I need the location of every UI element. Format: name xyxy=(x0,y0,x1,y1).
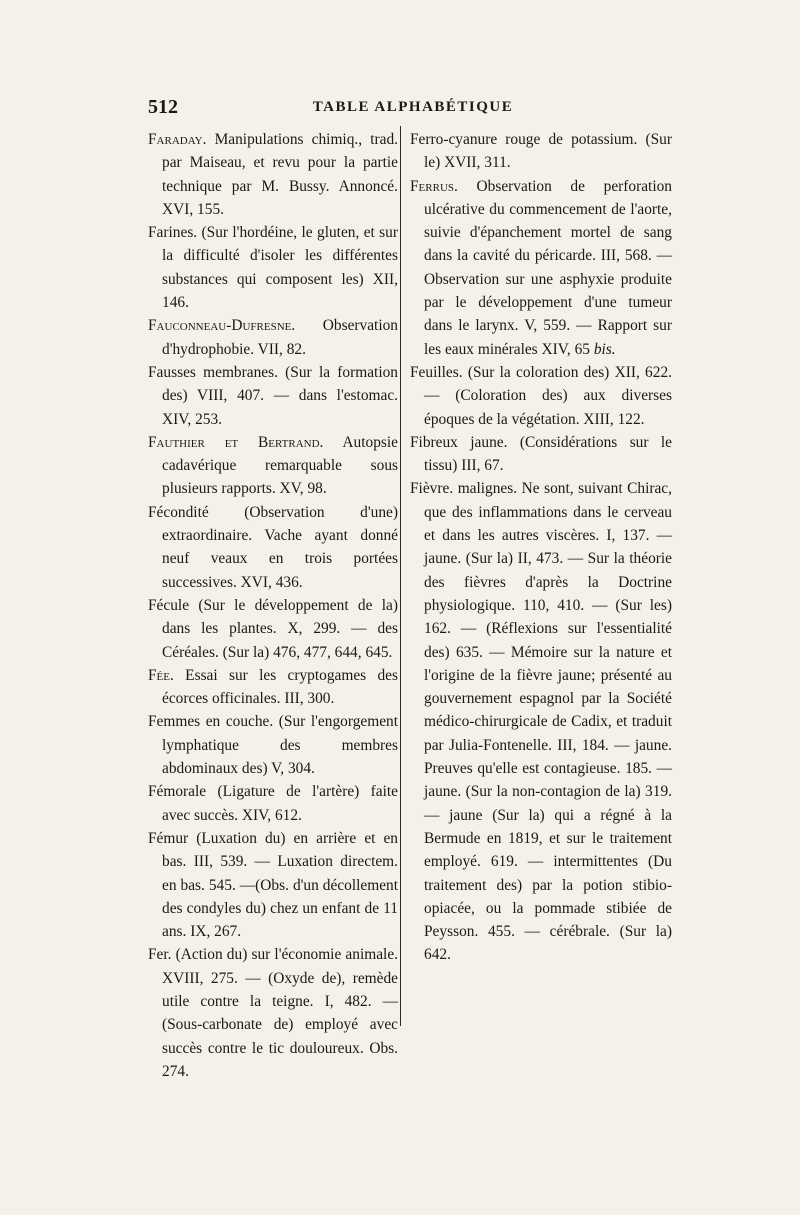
index-entry xyxy=(410,361,672,431)
entry-headword: Faraday. xyxy=(148,131,207,148)
entry-text: Autopsie cadavérique remarquable sous plusieurs rapports. XV, 98. xyxy=(162,433,398,498)
index-entry xyxy=(410,477,672,966)
entry-text: Fer. (Action du) sur l'économie animale. XVIII, 275. — (Oxyde de), remède utile contre la teigne. I, 482. — (Sous-carbonate de) employé avec succès contre le tic douloureux. Obs. 274. xyxy=(148,946,398,1080)
left-column xyxy=(148,128,398,1083)
page-header xyxy=(148,96,678,120)
index-entry xyxy=(148,221,398,314)
index-entry xyxy=(410,175,672,361)
index-entry xyxy=(148,827,398,943)
entry-text: Observation d'hydrophobie. VII, 82. xyxy=(162,317,398,358)
right-column xyxy=(410,128,672,967)
entry-text: Feuilles. (Sur la coloration des) XII, 622. — (Coloration des) aux diverses époques de la végétation. XIII, 122. xyxy=(410,363,672,428)
index-entry xyxy=(148,943,398,1083)
index-entry xyxy=(148,361,398,431)
entry-headword: Ferrus. xyxy=(410,177,458,195)
entry-italic: bis. xyxy=(593,340,616,358)
page-number: 512 xyxy=(148,96,178,118)
entry-text: Femmes en couche. (Sur l'engorgement lymphatique des membres abdominaux des) V, 304. xyxy=(148,713,398,778)
entry-text: Fécule (Sur le développement de la) dans les plantes. X, 299. — des Céréales. (Sur la) 476, 477, 644, 645. xyxy=(148,596,398,661)
index-entry xyxy=(410,128,672,175)
entry-headword: Fauthier et Bertrand. xyxy=(148,433,324,451)
entry-headword: Fauconneau-Dufresne. xyxy=(148,317,296,335)
entry-text: Observation de perforation ulcérative du commencement de l'aorte, suivie d'épanchement mortel de sang dans la cavité du péricarde. III, 568. — Observation sur une asphyxie produite par le développement d'une tumeur dans le larynx. V, 559. — Rapport sur les eaux minérales XIV, 65 xyxy=(424,177,672,358)
entry-text: Fémorale (Ligature de l'artère) faite avec succès. XIV, 612. xyxy=(148,783,398,824)
index-entry xyxy=(148,128,398,221)
entry-headword: Fée. xyxy=(148,666,174,684)
entry-text: Manipulations chimiq., trad. par Maiseau, et revu pour la partie technique par M. Bussy. Annoncé. XVI, 155. xyxy=(162,131,398,218)
running-title: TABLE ALPHABÉTIQUE xyxy=(312,99,514,115)
index-entry xyxy=(148,431,398,501)
index-entry xyxy=(148,594,398,664)
entry-text: Ferro-cyanure rouge de potassium. (Sur le) XVII, 311. xyxy=(410,131,672,172)
index-entry xyxy=(148,780,398,827)
entry-text: Farines. (Sur l'hordéine, le gluten, et sur la difficulté d'isoler les différentes substances qui composent les) XII, 146. xyxy=(148,224,398,312)
index-entry xyxy=(410,431,672,478)
index-entry xyxy=(148,710,398,780)
entry-text: Fièvre. malignes. Ne sont, suivant Chirac, que des inflammations dans le cerveau et dans les autres viscères. I, 137. — jaune. (Sur la) II, 473. — Sur la théorie des fièvres d'après la Doctrine physiologique. 110, 410. — (Sur les) 162. — (Réflexions sur l'essentialité des) 635. — Mémoire sur la nature et l'origine de la fièvre jaune; présenté au gouvernement espagnol par la Société médico-chirurgicale de Cadix, et traduit par Julia-Fontenelle. III, 184. — jaune. Preuves qu'elle est contagieuse. 185. — jaune. (Sur la non-contagion de la) 319. — jaune (Sur la) qui a régné à la Bermude en 1819, et sur le traitement employé. 619. — intermittentes (Du traitement des) par la potion stibio-opiacée, ou la pommade stibiée de Peysson. 455. — cérébrale. (Sur la) 642. xyxy=(410,480,672,964)
index-entry xyxy=(148,664,398,711)
index-entry xyxy=(148,314,398,361)
entry-text: Essai sur les cryptogames des écorces officinales. III, 300. xyxy=(162,666,398,708)
column-divider xyxy=(400,126,401,1026)
index-entry xyxy=(148,501,398,594)
entry-text: Fibreux jaune. (Considérations sur le tissu) III, 67. xyxy=(410,433,672,475)
entry-text: Fécondité (Observation d'une) extraordinaire. Vache ayant donné neuf veaux en trois portées successives. XVI, 436. xyxy=(148,503,398,591)
entry-text: Fémur (Luxation du) en arrière et en bas. III, 539. — Luxation directem. en bas. 545. —(Obs. d'un décollement des condyles du) chez un enfant de 11 ans. IX, 267. xyxy=(148,829,398,941)
entry-text: Fausses membranes. (Sur la formation des) VIII, 407. — dans l'estomac. XIV, 253. xyxy=(148,363,398,428)
